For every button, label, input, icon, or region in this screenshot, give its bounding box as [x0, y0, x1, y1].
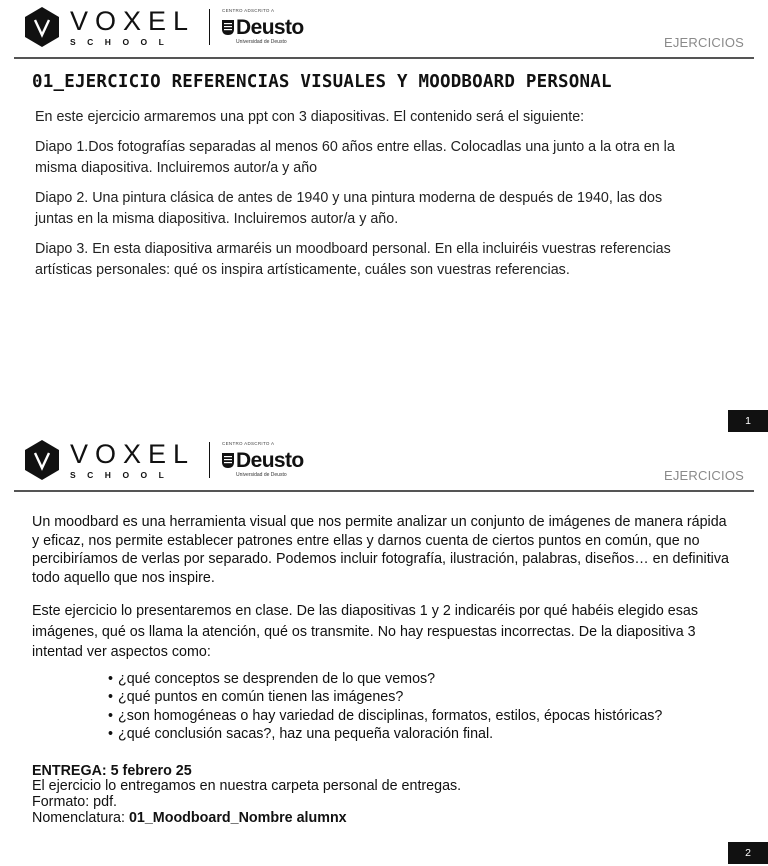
bullet-icon: • — [108, 707, 114, 724]
voxel-hexagon-logo-icon — [24, 439, 60, 481]
brand-word: VOXEL — [70, 5, 196, 36]
list-item: • ¿qué conceptos se desprenden de lo que vemos? — [108, 670, 436, 687]
section-label: EJERCICIOS — [663, 468, 744, 483]
deusto-shield-icon — [222, 20, 234, 35]
header-rule — [14, 57, 754, 59]
header-logo — [24, 6, 304, 48]
deusto-logo — [222, 442, 304, 479]
page2-body — [32, 513, 732, 827]
diapo-1-paragraph: Diapo 1.Dos fotografías separadas al menos 60 años entre ellas. Colocadlas una junto a la otra en la misma diapositiva. Incluiremos autor/a y año — [35, 139, 675, 176]
page-number: 2 — [728, 842, 768, 864]
partner-sub: Universidad de Deusto — [236, 39, 287, 46]
page-2 — [0, 433, 768, 866]
section-label: EJERCICIOS — [663, 35, 744, 50]
page-title: 01_EJERCICIO REFERENCIAS VISUALES Y MOODBOARD PERSONAL — [32, 72, 612, 92]
voxel-wordmark — [70, 5, 196, 47]
brand-word: VOXEL — [70, 438, 196, 469]
delivery-line: El ejercicio lo entregamos en nuestra carpeta personal de entregas. — [32, 778, 462, 795]
naming-line — [32, 811, 732, 827]
header-logo — [24, 439, 304, 481]
list-item: • ¿son homogéneas o hay variedad de disciplinas, formatos, estilos, épocas históricas? — [108, 707, 663, 724]
format-line: Formato: pdf. — [32, 794, 118, 811]
partner-name: Deusto — [236, 449, 304, 473]
aspects-list — [108, 670, 732, 744]
partner-small-text: CENTRO ADSCRITO A — [222, 440, 275, 446]
diapo-3-paragraph: Diapo 3. En esta diapositiva armaréis un moodboard personal. En ella incluiréis vuestras referencias artísticas personales: qué os inspira artísticamente, cuáles son vuestras referencias. — [35, 241, 671, 278]
list-item: • ¿qué puntos en común tienen las imágenes? — [108, 689, 404, 705]
diapo-2-paragraph: Diapo 2. Una pintura clásica de antes de 1940 y una pintura moderna de después de 1940, las dos juntas en la misma diapositiva. Incluiremos autor/a y año. — [35, 190, 663, 227]
header-rule — [14, 490, 754, 492]
voxel-hexagon-logo-icon — [24, 6, 60, 48]
delivery-info — [32, 764, 732, 827]
logo-divider — [209, 442, 210, 478]
list-item: • ¿qué conclusión sacas?, haz una pequeña valoración final. — [108, 726, 494, 742]
page-number: 1 — [728, 410, 768, 432]
naming-label: Nomenclatura: — [32, 809, 129, 826]
delivery-heading: ENTREGA: 5 febrero 25 — [32, 762, 192, 779]
partner-small-text: CENTRO ADSCRITO A — [222, 7, 275, 13]
naming-value: 01_Moodboard_Nombre alumnx — [128, 809, 347, 826]
logo-divider — [209, 9, 210, 45]
partner-sub: Universidad de Deusto — [236, 472, 287, 479]
bullet-icon: • — [108, 726, 114, 742]
deusto-shield-icon — [222, 453, 234, 468]
bullet-icon: • — [108, 689, 114, 705]
partner-name: Deusto — [236, 16, 304, 40]
voxel-wordmark — [70, 438, 196, 480]
intro-paragraph: En este ejercicio armaremos una ppt con 3 diapositivas. El contenido será el siguiente: — [35, 109, 585, 125]
brand-sub: SCHOOL — [70, 469, 176, 480]
page1-body — [35, 107, 685, 290]
brand-sub: SCHOOL — [70, 36, 176, 47]
presentation-paragraph: Este ejercicio lo presentaremos en clase. De las diapositivas 1 y 2 indicaréis por qué habéis elegido esas imágenes, qué os llama la atención, qué os transmite. No hay respuestas incorrectas. De la diapositiva 3 intentad ver aspectos como: — [32, 603, 698, 660]
bullet-icon: • — [108, 670, 114, 687]
moodboard-definition-paragraph: Un moodbard es una herramienta visual que nos permite analizar un conjunto de imágenes de manera rápida y eficaz, nos permite establecer patrones entre ellas y darnos cuenta de ciertos puntos en común, que no percibiríamos de verlas por separado. Podemos incluir fotografía, ilustración, palabras, diseños… en definitiva todo aquello que nos inspire. — [32, 514, 729, 586]
deusto-logo — [222, 9, 304, 46]
